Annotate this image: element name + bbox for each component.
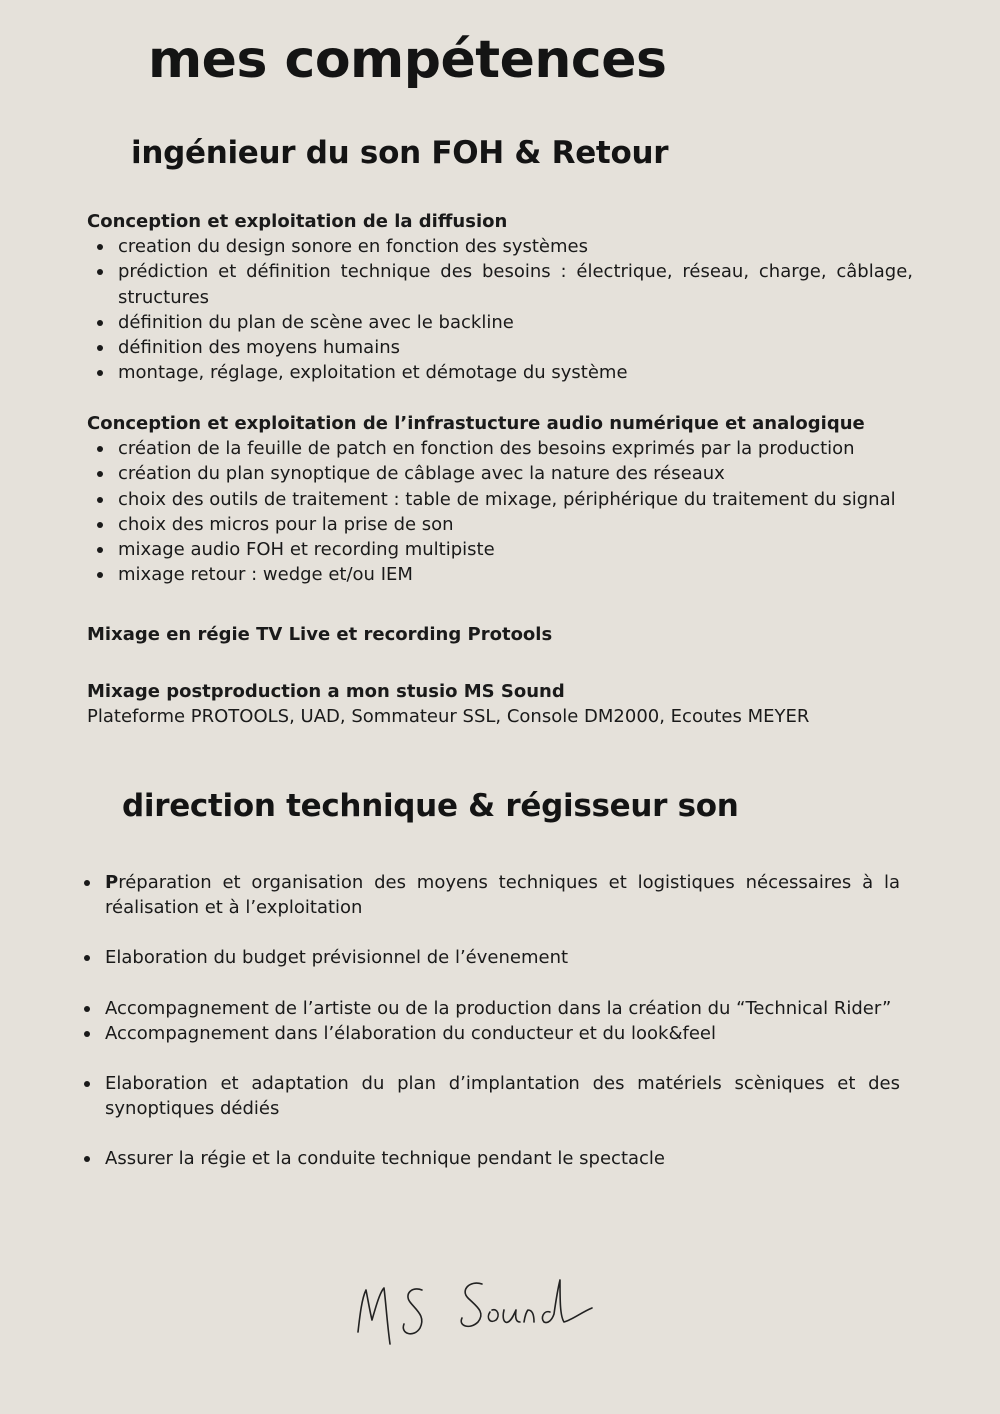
infrastructure-group	[87, 411, 913, 587]
list-item: Elaboration et adaptation du plan d’implantation des matériels scèniques et des synoptiques dédiés	[82, 1071, 900, 1121]
list-item: prédiction et définition technique des besoins : électrique, réseau, charge, câblage, structures	[87, 259, 913, 309]
list-item-text: réparation et organisation des moyens techniques et logistiques nécessaires à la réalisation et à l’exploitation	[105, 872, 900, 919]
list-item: Assurer la régie et la conduite technique pendant le spectacle	[82, 1146, 900, 1171]
list-item: mixage retour : wedge et/ou IEM	[87, 562, 913, 587]
list-item: création de la feuille de patch en fonction des besoins exprimés par la production	[87, 436, 913, 461]
list-item: Elaboration du budget prévisionnel de l’évenement	[82, 945, 900, 970]
drop-letter: P	[105, 872, 119, 893]
diffusion-group	[87, 209, 913, 385]
postproduction-text: Plateforme PROTOOLS, UAD, Sommateur SSL, Console DM2000, Ecoutes MEYER	[87, 706, 810, 728]
section-heading-sound-engineer: ingénieur du son FOH & Retour	[131, 135, 669, 171]
list-item: choix des outils de traitement : table de mixage, périphérique du traitement du signal	[87, 487, 913, 512]
list-item	[82, 870, 900, 920]
diffusion-list	[87, 234, 913, 385]
list-item: Accompagnement de l’artiste ou de la production dans la création du “Technical Rider”	[82, 996, 900, 1021]
section-heading-technical-direction: direction technique & régisseur son	[122, 788, 739, 824]
list-item: montage, réglage, exploitation et démotage du système	[87, 360, 913, 385]
tv-live-group	[87, 622, 913, 647]
infrastructure-group-title: Conception et exploitation de l’infrastucture audio numérique et analogique	[87, 413, 865, 434]
diffusion-group-title: Conception et exploitation de la diffusion	[87, 211, 508, 232]
postproduction-group	[87, 679, 913, 729]
list-item: création du plan synoptique de câblage avec la nature des réseaux	[87, 461, 913, 486]
page-title: mes compétences	[148, 30, 667, 90]
technical-direction-group	[82, 870, 900, 1172]
list-item: choix des micros pour la prise de son	[87, 512, 913, 537]
signature-logo	[350, 1270, 600, 1360]
list-item: Accompagnement dans l’élaboration du conducteur et du look&feel	[82, 1021, 900, 1046]
list-item: mixage audio FOH et recording multipiste	[87, 537, 913, 562]
infrastructure-list	[87, 436, 913, 587]
technical-direction-list	[82, 870, 900, 920]
list-item: creation du design sonore en fonction des systèmes	[87, 234, 913, 259]
tv-live-title: Mixage en régie TV Live et recording Protools	[87, 624, 553, 645]
postproduction-title: Mixage postproduction a mon stusio MS Sound	[87, 681, 565, 702]
list-item: définition des moyens humains	[87, 335, 913, 360]
list-item: définition du plan de scène avec le backline	[87, 310, 913, 335]
